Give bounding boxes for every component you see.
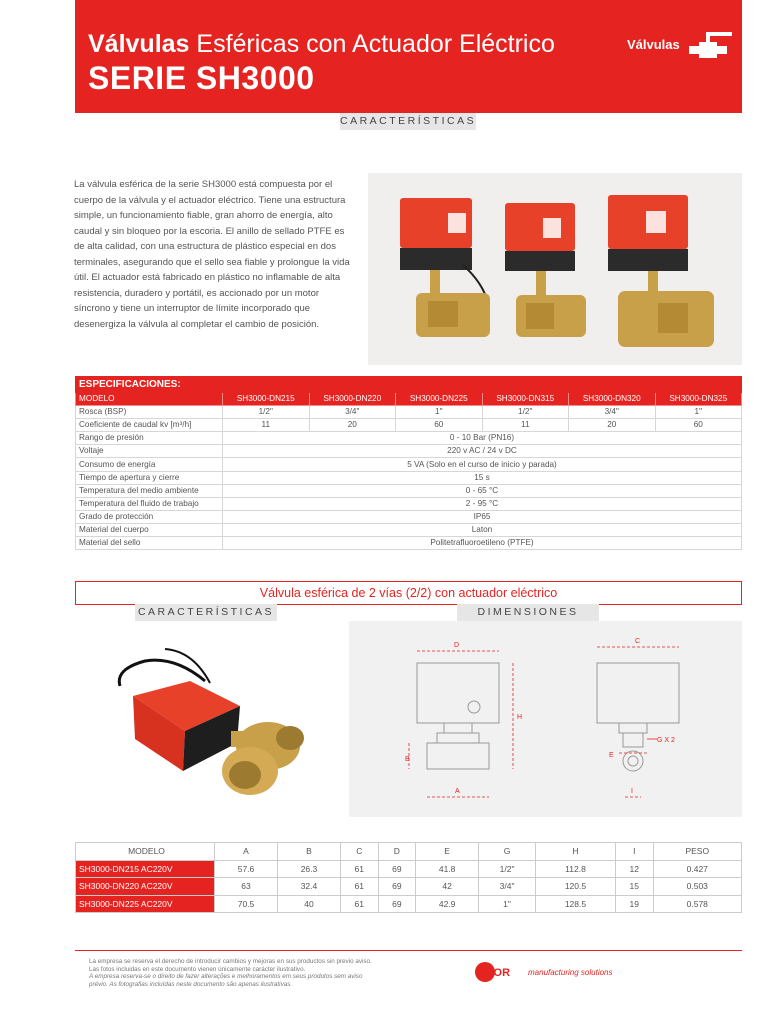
section-tab-dimensions: DIMENSIONES	[457, 604, 599, 621]
dims-cell: 3/4"	[479, 878, 536, 896]
dims-header-row	[76, 843, 742, 861]
spec-row	[76, 471, 742, 484]
dims-cell: 69	[378, 860, 416, 878]
dims-cell: 0.427	[653, 860, 741, 878]
page-title: Válvulas Esféricas con Actuador Eléctrico	[88, 30, 555, 58]
dims-cell: 26.3	[277, 860, 340, 878]
spec-value: 1"	[655, 406, 742, 419]
dims-cell: 42	[416, 878, 479, 896]
dims-cell: 112.8	[535, 860, 615, 878]
dims-header-cell: I	[615, 843, 653, 861]
spec-row	[76, 458, 742, 471]
spec-value: 1"	[396, 406, 483, 419]
dims-cell: 0.503	[653, 878, 741, 896]
dim-label-b: B	[405, 756, 410, 763]
dims-header-cell: MODELO	[76, 843, 215, 861]
spec-label: Rango de presión	[76, 432, 223, 445]
dims-cell: 61	[340, 878, 378, 896]
dim-label-c: C	[635, 638, 641, 645]
dims-cell: 42.9	[416, 895, 479, 913]
spec-value: 60	[396, 419, 483, 432]
spec-label: Coeficiente de caudal kv [m³/h]	[76, 419, 223, 432]
spec-value: 3/4"	[309, 406, 396, 419]
table-row	[76, 860, 742, 878]
spec-label: Material del cuerpo	[76, 523, 223, 536]
spec-value: 20	[569, 419, 656, 432]
dims-cell: 32.4	[277, 878, 340, 896]
spec-label: Temperatura del fluido de trabajo	[76, 497, 223, 510]
spec-title-row	[76, 377, 742, 393]
dims-cell: 61	[340, 895, 378, 913]
dims-header-cell: C	[340, 843, 378, 861]
spec-label: Consumo de energía	[76, 458, 223, 471]
dims-header-cell: D	[378, 843, 416, 861]
product-photo-single-valve	[75, 621, 337, 817]
product-photo-three-valves	[368, 173, 742, 365]
spec-row	[76, 445, 742, 458]
spec-header-cell: MODELO	[76, 393, 223, 406]
spec-row	[76, 537, 742, 550]
spec-value: 5 VA (Solo en el curso de inicio y parada)	[223, 458, 742, 471]
intor-logo	[474, 961, 520, 983]
dims-cell: 69	[378, 895, 416, 913]
spec-header-row	[76, 393, 742, 406]
dimensions-table	[75, 842, 742, 913]
spec-row	[76, 510, 742, 523]
dims-model-cell: SH3000-DN225 AC220V	[76, 895, 215, 913]
spec-header-cell: SH3000-DN225	[396, 393, 483, 406]
valve-unit-2	[505, 203, 586, 337]
spec-value: 60	[655, 419, 742, 432]
spec-label: Voltaje	[76, 445, 223, 458]
dim-label-e: E	[609, 752, 614, 759]
footer-divider	[75, 950, 742, 951]
spec-value: 1/2"	[223, 406, 310, 419]
dim-label-g: G X 2	[657, 737, 675, 744]
spec-header-cell: SH3000-DN320	[569, 393, 656, 406]
intro-paragraph: La válvula esférica de la serie SH3000 está compuesta por el cuerpo de la válvula y el actuador eléctrico. Tiene una estructura simple, un funcionamiento fiable, gran ahorro de energía, alto caudal y sin bloqueo por la escoria. El anillo de sellado PTFE es de alta calidad, con una estructura de plástico especial en dos terminales, asegurando que el sello sea fiable y prolongue la vida útil. El actuador está fabricado en plástico no inflamable de alta resistencia, duradero y portátil, es accionado por un motor síncrono y tiene un interruptor de límite incorporado que desenergiza la válvula al completar el cambio de posición.	[74, 179, 350, 330]
dims-cell: 70.5	[215, 895, 278, 913]
spec-row	[76, 484, 742, 497]
dims-cell: 1/2"	[479, 860, 536, 878]
dim-label-i: I	[631, 788, 633, 795]
spec-row	[76, 497, 742, 510]
series-title: SERIE SH3000	[88, 60, 315, 96]
spec-value: 0 - 65 °C	[223, 484, 742, 497]
dim-label-d: D	[454, 642, 460, 649]
disclaimer-es: La empresa se reserva el derecho de introducir cambios y mejoras en sus productos sin previo aviso. Las fotos incluidas en este documento vienen únicamente carácter ilustrativo.	[89, 958, 372, 973]
logo-text: INTOR	[476, 967, 511, 979]
dims-cell: 69	[378, 878, 416, 896]
dims-cell: 63	[215, 878, 278, 896]
spec-row	[76, 432, 742, 445]
disclaimer-pt: A empresa reserva-se o direito de fazer alterações e melhoramentos em seus produtos sem aviso prévio. As fotografias incluídas neste documento são apenas ilustrativas.	[89, 973, 363, 988]
spec-header-cell: SH3000-DN325	[655, 393, 742, 406]
spec-row	[76, 523, 742, 536]
dims-cell: 0.578	[653, 895, 741, 913]
section-tab-characteristics: CARACTERÍSTICAS	[340, 113, 476, 130]
spec-value: Laton	[223, 523, 742, 536]
dims-cell: 41.8	[416, 860, 479, 878]
dims-header-cell: PESO	[653, 843, 741, 861]
spec-value: 15 s	[223, 471, 742, 484]
dim-label-h: H	[517, 714, 523, 721]
dims-header-cell: B	[277, 843, 340, 861]
dims-cell: 120.5	[535, 878, 615, 896]
dims-cell: 12	[615, 860, 653, 878]
specifications-table	[75, 376, 742, 550]
spec-value: 220 v AC / 24 v DC	[223, 445, 742, 458]
dims-cell: 40	[277, 895, 340, 913]
spec-label: Tiempo de apertura y cierre	[76, 471, 223, 484]
dims-cell: 128.5	[535, 895, 615, 913]
dims-cell: 57.6	[215, 860, 278, 878]
spec-value: 2 - 95 °C	[223, 497, 742, 510]
spec-label: Temperatura del medio ambiente	[76, 484, 223, 497]
dims-cell: 1"	[479, 895, 536, 913]
spec-label: Rosca (BSP)	[76, 406, 223, 419]
dims-header-cell: H	[535, 843, 615, 861]
spec-label: Material del sello	[76, 537, 223, 550]
footer-disclaimer	[89, 958, 379, 988]
dims-header-cell: E	[416, 843, 479, 861]
spec-header-cell: SH3000-DN220	[309, 393, 396, 406]
spec-value: 11	[482, 419, 569, 432]
dims-cell: 19	[615, 895, 653, 913]
spec-title: ESPECIFICACIONES:	[76, 377, 742, 393]
spec-value: 3/4"	[569, 406, 656, 419]
spec-value: 1/2"	[482, 406, 569, 419]
footer-tagline: manufacturing solutions	[528, 968, 613, 977]
dims-cell: 15	[615, 878, 653, 896]
spec-value: 11	[223, 419, 310, 432]
spec-value: IP65	[223, 510, 742, 523]
valve-icon	[685, 30, 733, 60]
spec-header-cell: SH3000-DN315	[482, 393, 569, 406]
section-tab-features: CARACTERÍSTICAS	[135, 604, 277, 621]
dims-model-cell: SH3000-DN220 AC220V	[76, 878, 215, 896]
spec-value: 20	[309, 419, 396, 432]
spec-value: Politetrafluoroetileno (PTFE)	[223, 537, 742, 550]
dims-cell: 61	[340, 860, 378, 878]
dims-model-cell: SH3000-DN215 AC220V	[76, 860, 215, 878]
dim-label-a: A	[455, 788, 460, 795]
spec-value: 0 - 10 Bar (PN16)	[223, 432, 742, 445]
spec-header-cell: SH3000-DN215	[223, 393, 310, 406]
spec-label: Grado de protección	[76, 510, 223, 523]
product-banner: Válvula esférica de 2 vías (2/2) con actuador eléctrico	[75, 581, 742, 605]
dims-header-cell: G	[479, 843, 536, 861]
category-label: Válvulas	[627, 37, 680, 52]
table-row	[76, 895, 742, 913]
page-header	[75, 0, 742, 113]
dims-header-cell: A	[215, 843, 278, 861]
spec-row	[76, 406, 742, 419]
table-row	[76, 878, 742, 896]
dimensions-drawing	[349, 621, 742, 817]
spec-row	[76, 419, 742, 432]
